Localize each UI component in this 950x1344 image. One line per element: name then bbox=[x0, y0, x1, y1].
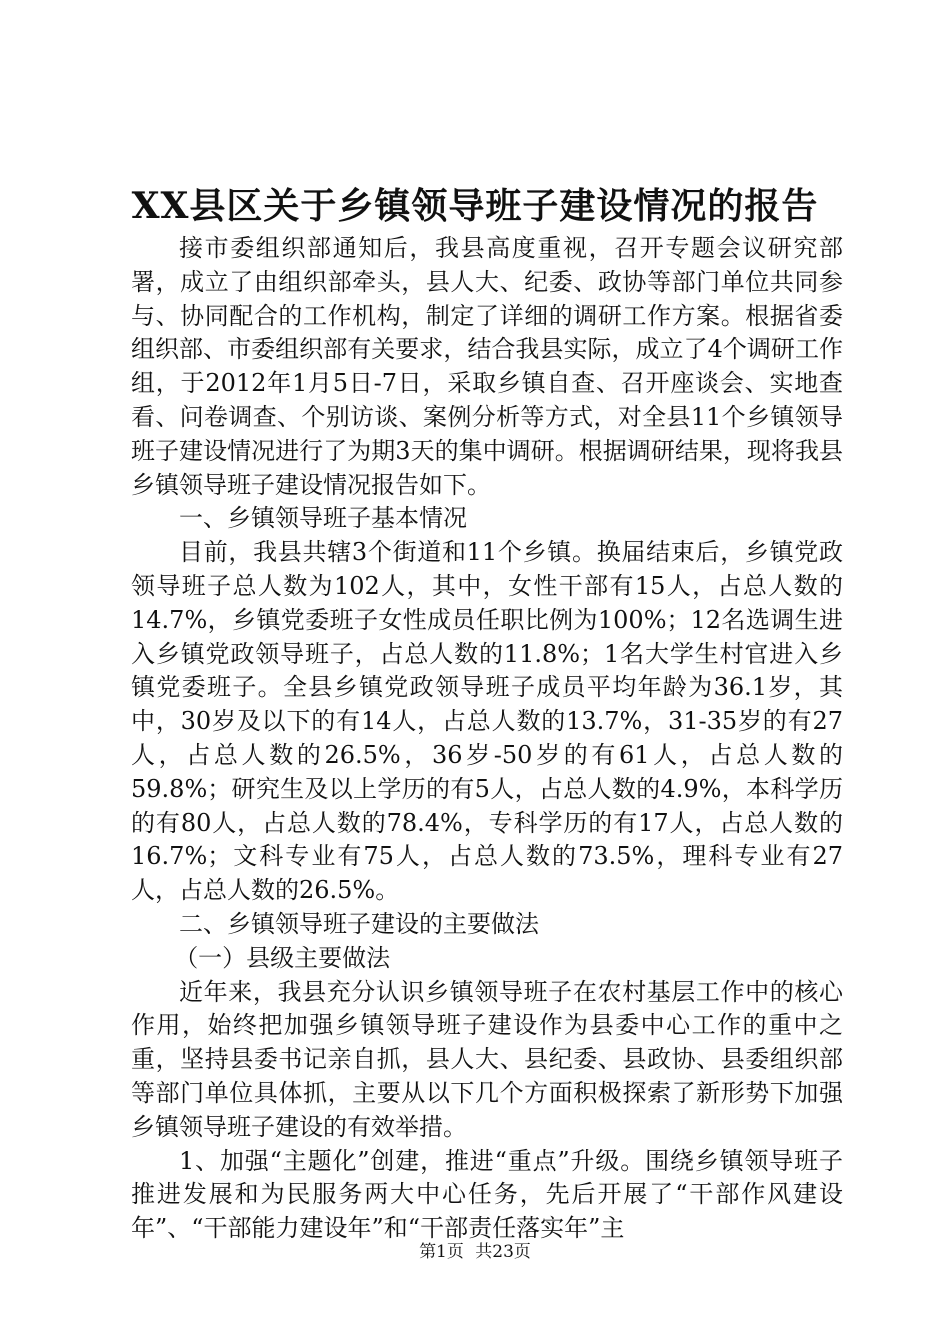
page-footer bbox=[0, 1240, 950, 1264]
intro-paragraph: 接市委组织部通知后，我县高度重视，召开专题会议研究部署，成立了由组织部牵头，县人大、纪委、政协等部门单位共同参与、协同配合的工作机构，制定了详细的调研工作方案。根据省委组织部、市委组织部有关要求，结合我县实际，成立了4个调研工作组，于2012年1月5日-7日，采取乡镇自查、召开座谈会、实地查看、问卷调查、个别访谈、案例分析等方式，对全县11个乡镇领导班子建设情况进行了为期3天的集中调研。根据调研结果，现将我县乡镇领导班子建设情况报告如下。 bbox=[131, 234, 843, 499]
page-number-total: 共23页 bbox=[475, 1242, 531, 1262]
subsection-heading-1: （一）县级主要做法 bbox=[174, 943, 391, 972]
document-title: XX县区关于乡镇领导班子建设情况的报告 bbox=[131, 185, 819, 227]
county-practice-paragraph: 近年来，我县充分认识乡镇领导班子在农村基层工作中的核心作用，始终把加强乡镇领导班子建设作为县委中心工作的重中之重，坚持县委书记亲自抓，县人大、县纪委、县政协、县委组织部等部门单位具体抓，主要从以下几个方面积极探索了新形势下加强乡镇领导班子建设的有效举措。 bbox=[131, 977, 843, 1141]
basic-situation-paragraph: 目前，我县共辖3个街道和11个乡镇。换届结束后，乡镇党政领导班子总人数为102人，其中，女性干部有15人，占总人数的14.7%，乡镇党委班子女性成员任职比例为100%；12名选调生进入乡镇党政领导班子，占总人数的11.8%；1名大学生村官进入乡镇党委班子。全县乡镇党政领导班子成员平均年龄为36.1岁，其中，30岁及以下的有14人，占总人数的13.7%，31-35岁的有27人，占总人数的26.5%，36岁-50岁的有61人，占总人数的59.8%；研究生及以上学历的有5人，占总人数的4.9%，本科学历的有80人，占总人数的78.4%，专科学历的有17人，占总人数的16.7%；文科专业有75人，占总人数的73.5%，理科专业有27人，占总人数的26.5%。 bbox=[131, 538, 843, 905]
document-body bbox=[131, 232, 843, 1246]
page-number-current: 第1页 bbox=[419, 1242, 464, 1262]
section-heading-2: 二、乡镇领导班子建设的主要做法 bbox=[179, 909, 539, 938]
measure-1-paragraph: 1、加强“主题化”创建，推进“重点”升级。围绕乡镇领导班子推进发展和为民服务两大中心任务，先后开展了“干部作风建设年”、“干部能力建设年”和“干部责任落实年”主 bbox=[131, 1146, 843, 1243]
section-heading-1: 一、乡镇领导班子基本情况 bbox=[179, 504, 467, 533]
